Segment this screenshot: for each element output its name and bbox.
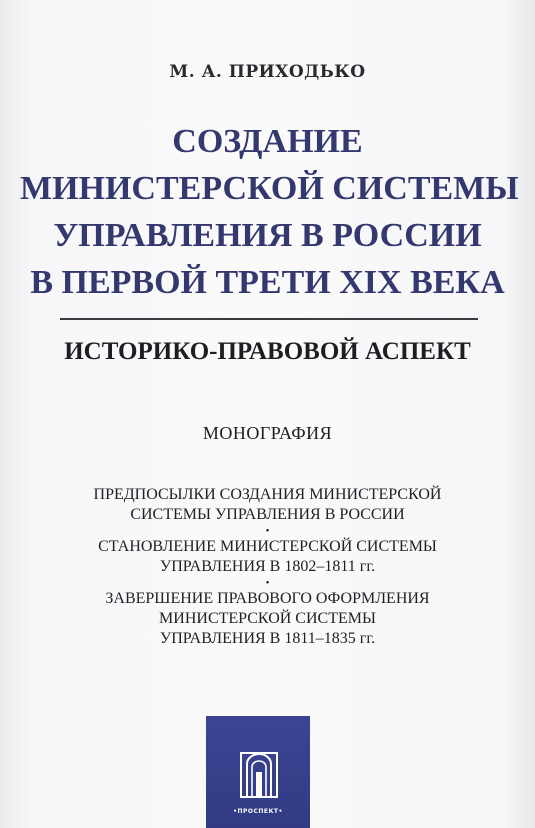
contents-line: МИНИСТЕРСКОЙ СИСТЕМЫ — [159, 610, 376, 627]
contents-line: СИСТЕМЫ УПРАВЛЕНИЯ В РОССИИ — [130, 506, 405, 523]
contents-line: ПРЕДПОСЫЛКИ СОЗДАНИЯ МИНИСТЕРСКОЙ — [93, 486, 442, 503]
contents-line: УПРАВЛЕНИЯ В 1811–1835 гг. — [159, 630, 376, 647]
title-line: В ПЕРВОЙ ТРЕТИ XIX ВЕКА — [30, 264, 505, 301]
title-line: МИНИСТЕРСКОЙ СИСТЕМЫ — [20, 170, 519, 207]
publisher-logo-icon — [240, 752, 278, 798]
bullet-separator: • — [265, 577, 270, 589]
contents-line: СТАНОВЛЕНИЕ МИНИСТЕРСКОЙ СИСТЕМЫ — [98, 538, 437, 555]
title-divider — [60, 318, 478, 320]
publisher-block — [206, 716, 310, 828]
book-subtitle: ИСТОРИКО-ПРАВОВОЙ АСПЕКТ — [64, 338, 471, 365]
bullet-separator: • — [265, 525, 270, 537]
book-genre: МОНОГРАФИЯ — [202, 423, 333, 443]
contents-list — [0, 485, 535, 649]
title-line: СОЗДАНИЕ — [172, 123, 363, 160]
book-title — [20, 118, 519, 306]
author-name: М. А. ПРИХОДЬКО — [169, 62, 366, 82]
publisher-name: •ПРОСПЕКТ• — [233, 808, 283, 815]
contents-line: УПРАВЛЕНИЯ В 1802–1811 гг. — [159, 558, 376, 575]
contents-line: ЗАВЕРШЕНИЕ ПРАВОВОГО ОФОРМЛЕНИЯ — [105, 590, 430, 607]
title-line: УПРАВЛЕНИЯ В РОССИИ — [53, 217, 482, 254]
